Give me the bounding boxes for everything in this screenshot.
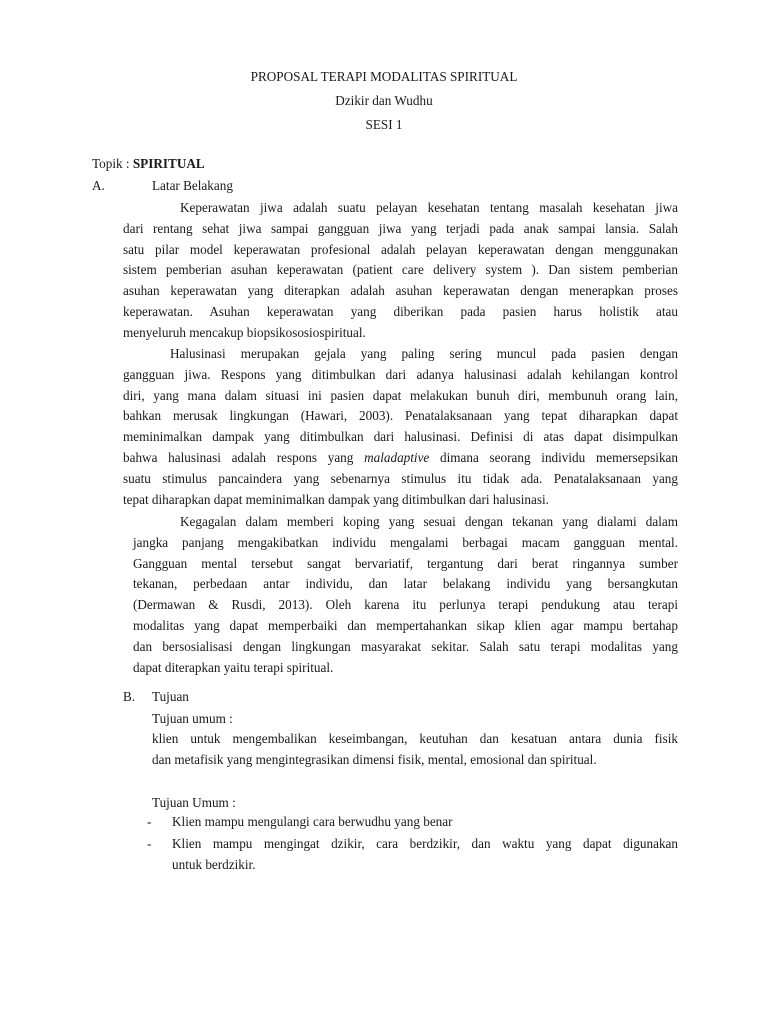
- paragraph-line: dan bersosialisasi dengan lingkungan masyarakat sekitar. Salah satu terapi modalitas yang: [133, 638, 678, 654]
- paragraph-line: dan metafisik yang mengintegrasikan dimensi fisik, mental, emosional dan spiritual.: [152, 751, 597, 767]
- document-subtitle: Dzikir dan Wudhu: [335, 93, 433, 108]
- paragraph-line: suatu stimulus pancaindera yang sebenarnya stimulus itu tidak ada. Penatalaksanaan yang: [123, 470, 678, 486]
- paragraph-line: (Dermawan & Rusdi, 2013). Oleh karena itu perlunya terapi pendukung atau terapi: [133, 597, 678, 613]
- paragraph-line: dapat diterapkan yaitu terapi spiritual.: [133, 659, 334, 675]
- paragraph-line: Gangguan mental tersebut sangat bervariatif, tergantung dari berat ringannya sumber: [133, 555, 678, 571]
- paragraph-line: untuk berdzikir.: [172, 856, 256, 872]
- bullet-dash: -: [147, 814, 152, 829]
- section-b-marker: B.: [123, 689, 136, 704]
- paragraph-line: keperawatan. Asuhan keperawatan yang diberikan pada pasien harus holistik atau: [123, 303, 678, 319]
- bullet-item: Klien mampu mengulangi cara berwudhu yang benar: [172, 814, 453, 829]
- paragraph-line-italic-term: [123, 448, 678, 469]
- text-run: bahwa halusinasi adalah respons yang: [123, 449, 365, 465]
- paragraph-line: Klien mampu mengingat dzikir, cara berdzikir, dan waktu yang dapat digunakan: [172, 836, 678, 851]
- general-goal-label: Tujuan umum :: [152, 711, 233, 726]
- topic-value: SPIRITUAL: [132, 156, 205, 171]
- paragraph-line: meminimalkan dampak yang ditimbulkan dari halusinasi. Definisi di atas dapat disimpulkan: [123, 429, 678, 445]
- paragraph-line: Keperawatan jiwa adalah suatu pelayan kesehatan tentang masalah kesehatan jiwa: [180, 200, 678, 215]
- specific-goal-label: Tujuan Umum :: [152, 795, 236, 810]
- paragraph-line: dari rentang sehat jiwa sampai gangguan jiwa yang terjadi pada anak sampai lansia. Salah: [123, 220, 678, 236]
- document-title: PROPOSAL TERAPI MODALITAS SPIRITUAL: [250, 69, 518, 84]
- paragraph-line: asuhan keperawatan yang diterapkan adalah asuhan keperawatan dengan menerapkan proses: [123, 283, 678, 299]
- paragraph-1: [123, 198, 678, 344]
- italic-term: maladaptive: [364, 449, 430, 465]
- paragraph-line: Halusinasi merupakan gejala yang paling sering muncul pada pasien dengan: [170, 346, 678, 361]
- session-label: SESI 1: [365, 117, 403, 132]
- topic-line: [92, 154, 205, 175]
- bullet-dash: -: [147, 836, 152, 851]
- text-run: dimana seorang individu memersepsikan: [429, 449, 678, 465]
- section-b-heading: Tujuan: [152, 689, 189, 704]
- section-a-heading: Latar Belakang: [152, 178, 233, 193]
- paragraph-2: [123, 344, 678, 510]
- paragraph-line: gangguan jiwa. Respons yang ditimbulkan dari adanya halusinasi adalah kehilangan kontrol: [123, 366, 678, 382]
- paragraph-line: bahkan merusak lingkungan (Hawari, 2003). Penatalaksanaan yang tepat diharapkan dapat: [123, 408, 678, 424]
- section-a-marker: A.: [92, 178, 105, 193]
- paragraph-line: menyeluruh mencakup biopsikososiospiritual.: [123, 324, 366, 340]
- paragraph-line: tekanan, perbedaan antar individu, dan latar belakang individu yang bersangkutan: [133, 576, 678, 592]
- paragraph-line: sistem pemberian asuhan keperawatan (patient care delivery system ). Dan sistem pemberian: [123, 262, 678, 278]
- paragraph-line: diri, yang mana dalam situasi ini pasien dapat melakukan bunuh diri, membunuh orang lain,: [123, 387, 678, 403]
- paragraph-line: Kegagalan dalam memberi koping yang sesuai dengan tekanan yang dialami dalam: [180, 514, 678, 529]
- paragraph-line: klien untuk mengembalikan keseimbangan, keutuhan dan kesatuan antara dunia fisik: [152, 731, 678, 746]
- paragraph-line: modalitas yang dapat memperbaiki dan mempertahankan sikap klien agar mampu bertahap: [133, 617, 678, 633]
- paragraph-3: [133, 512, 678, 678]
- bullet-item: [172, 834, 678, 876]
- general-goal-text: [152, 729, 678, 771]
- topic-label: Topik :: [92, 156, 133, 171]
- paragraph-line: satu pilar model keperawatan profesional adalah pelayan keperawatan dengan menggunakan: [123, 241, 678, 257]
- paragraph-line: tepat diharapkan dapat meminimalkan dampak yang ditimbulkan dari halusinasi.: [123, 491, 549, 507]
- paragraph-line: jangka panjang mengakibatkan individu mengalami berbagai macam gangguan mental.: [133, 534, 678, 550]
